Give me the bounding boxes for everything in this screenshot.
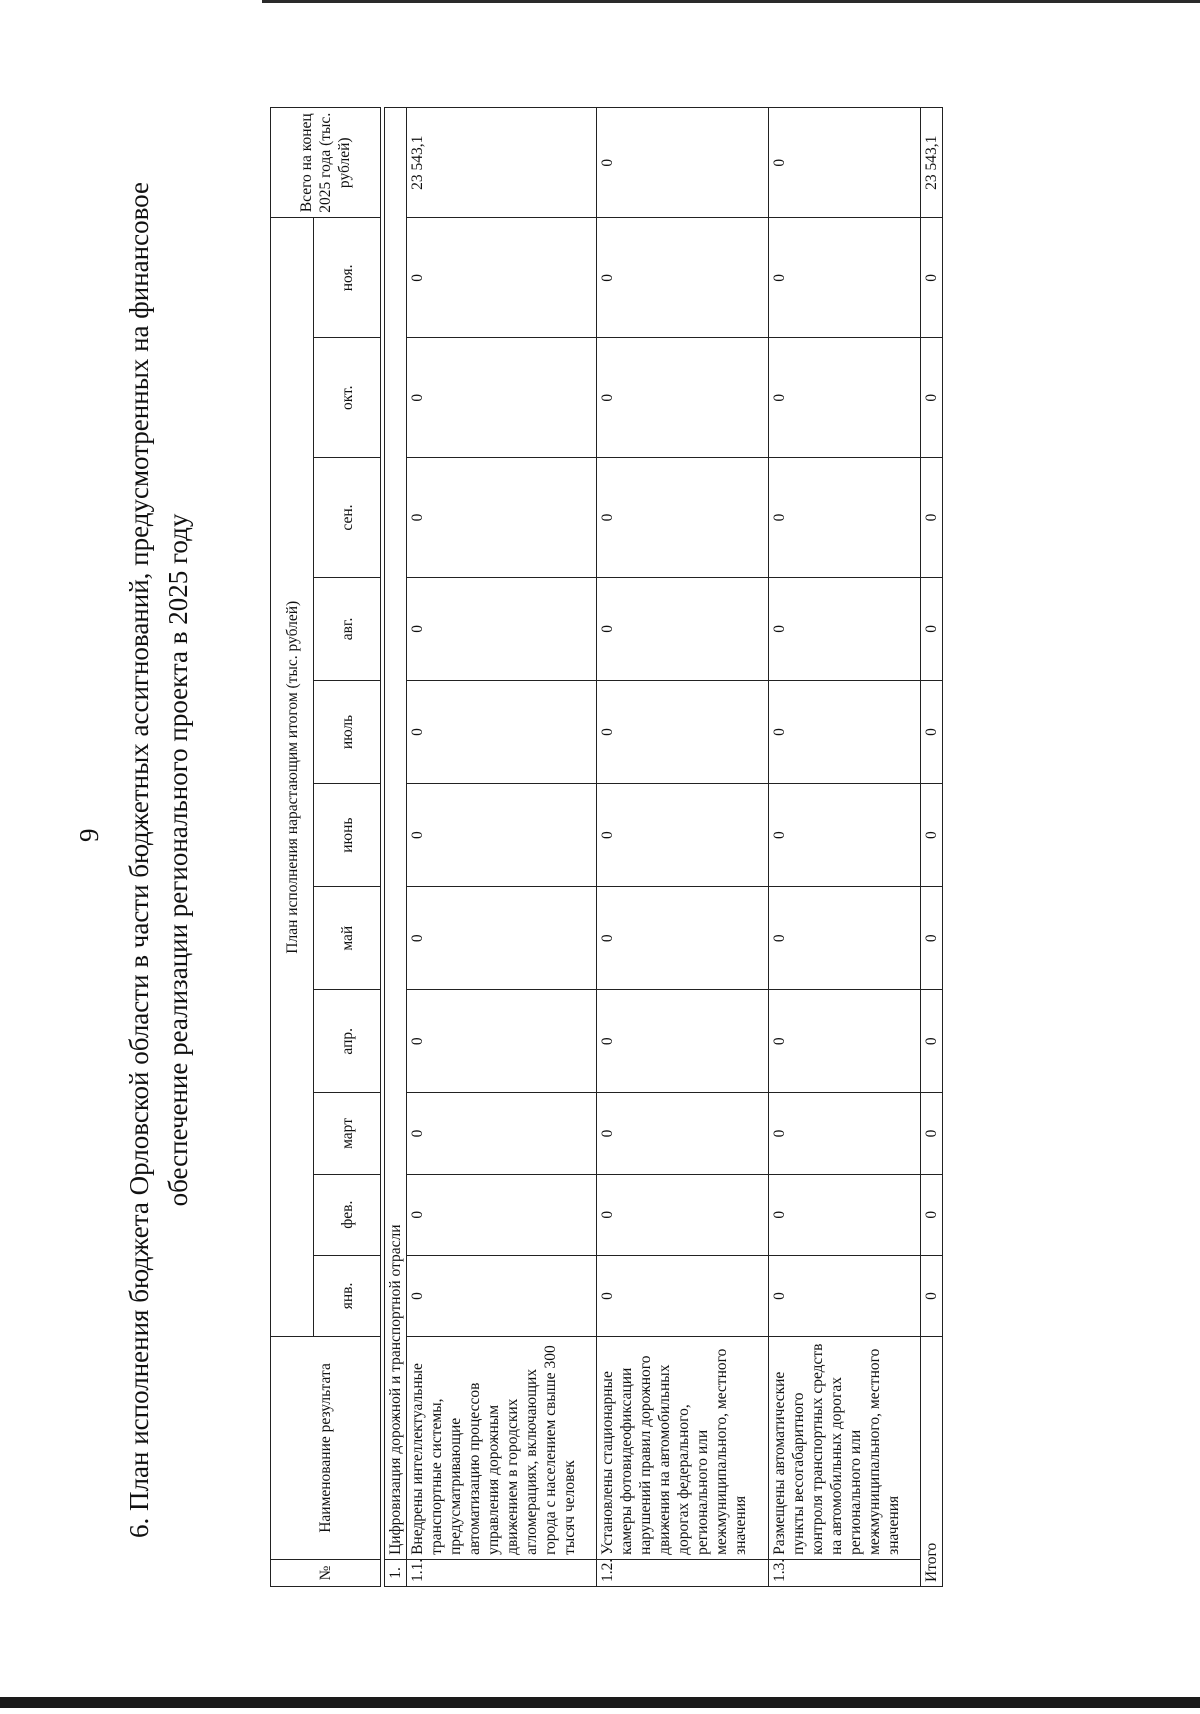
month-value: 0 — [769, 218, 921, 338]
month-value: 0 — [769, 680, 921, 783]
row-total: 23 543,1 — [407, 108, 597, 218]
row-total: 0 — [769, 108, 921, 218]
month-value: 0 — [407, 680, 597, 783]
itogo-month-value: 0 — [921, 887, 943, 990]
document-title — [120, 110, 198, 1610]
month-value: 0 — [407, 1174, 597, 1255]
month-value: 0 — [407, 990, 597, 1093]
month-value: 0 — [769, 1093, 921, 1174]
row-num: 1.3. — [769, 1559, 921, 1586]
section-name: Цифровизация дорожной и транспортной отрасли — [385, 108, 407, 1560]
itogo-month-value: 0 — [921, 218, 943, 338]
itogo-label: Итого — [921, 1337, 943, 1587]
month-header: апр. — [314, 990, 381, 1093]
month-header: май — [314, 887, 381, 990]
month-value: 0 — [597, 784, 769, 887]
section-num: 1. — [385, 1559, 407, 1586]
month-header: фев. — [314, 1174, 381, 1255]
month-value: 0 — [769, 577, 921, 680]
row-name: Внедрены интеллектуальные транспортные системы, предусматривающие автоматизацию процессов управления дорожным движением в городских агломерациях, включающих города с населением свыше 300 тысяч человек — [407, 1337, 597, 1560]
month-value: 0 — [597, 887, 769, 990]
top-scan-border — [262, 0, 1200, 3]
bottom-scan-border — [0, 1697, 1200, 1708]
month-value: 0 — [407, 218, 597, 338]
month-value: 0 — [769, 784, 921, 887]
header-name: Наименование результата — [271, 1337, 381, 1560]
itogo-month-value: 0 — [921, 680, 943, 783]
month-value: 0 — [407, 1093, 597, 1174]
month-value: 0 — [597, 1255, 769, 1336]
month-value: 0 — [597, 458, 769, 578]
month-value: 0 — [407, 784, 597, 887]
header-plan-group: План исполнения нарастающим итогом (тыс. рублей) — [271, 218, 314, 1337]
month-value: 0 — [597, 990, 769, 1093]
title-line-2: обеспечение реализации регионального проекта в 2025 году — [163, 513, 193, 1207]
month-header: июль — [314, 680, 381, 783]
month-header: ноя. — [314, 218, 381, 338]
row-name: Размещены автоматические пункты весогабаритного контроля транспортных средств на автомобильных дорогах регионального или межмуниципального, местного значения — [769, 1337, 921, 1560]
table-row — [769, 108, 921, 1587]
itogo-month-value: 0 — [921, 1093, 943, 1174]
month-header: янв. — [314, 1255, 381, 1336]
row-total: 0 — [597, 108, 769, 218]
month-header: июнь — [314, 784, 381, 887]
month-value: 0 — [597, 338, 769, 458]
itogo-month-value: 0 — [921, 784, 943, 887]
title-line-1: 6. План исполнения бюджета Орловской области в части бюджетных ассигнований, предусмотренных на финансовое — [124, 182, 154, 1538]
month-value: 0 — [769, 458, 921, 578]
month-value: 0 — [407, 458, 597, 578]
month-value: 0 — [769, 887, 921, 990]
month-value: 0 — [407, 338, 597, 458]
table-row — [407, 108, 597, 1587]
itogo-month-value: 0 — [921, 1255, 943, 1336]
itogo-month-value: 0 — [921, 577, 943, 680]
header-num: № — [271, 1559, 381, 1586]
month-header: март — [314, 1093, 381, 1174]
month-value: 0 — [769, 338, 921, 458]
month-value: 0 — [769, 1255, 921, 1336]
row-name: Установлены стационарные камеры фотовидеофиксации нарушений правил дорожного движения на автомобильных дорогах федерального, регионального или межмуниципального, местного значения — [597, 1337, 769, 1560]
row-num: 1.1. — [407, 1559, 597, 1586]
section-row — [385, 108, 407, 1587]
itogo-row — [921, 108, 943, 1587]
month-value: 0 — [407, 1255, 597, 1336]
row-num: 1.2. — [597, 1559, 769, 1586]
document-sheet — [0, 50, 1200, 1650]
budget-plan-table — [270, 107, 943, 1587]
month-value: 0 — [769, 990, 921, 1093]
header-total: Всего на конец 2025 года (тыс. рублей) — [271, 108, 381, 218]
month-value: 0 — [597, 218, 769, 338]
itogo-month-value: 0 — [921, 458, 943, 578]
month-value: 0 — [597, 1093, 769, 1174]
page-number: 9 — [74, 828, 104, 842]
itogo-month-value: 0 — [921, 1174, 943, 1255]
month-header: окт. — [314, 338, 381, 458]
month-value: 0 — [407, 577, 597, 680]
month-value: 0 — [597, 577, 769, 680]
itogo-total: 23 543,1 — [921, 108, 943, 218]
month-value: 0 — [597, 1174, 769, 1255]
month-value: 0 — [407, 887, 597, 990]
itogo-month-value: 0 — [921, 990, 943, 1093]
table-row — [597, 108, 769, 1587]
month-value: 0 — [597, 680, 769, 783]
itogo-month-value: 0 — [921, 338, 943, 458]
month-header: сен. — [314, 458, 381, 578]
month-value: 0 — [769, 1174, 921, 1255]
month-header: авг. — [314, 577, 381, 680]
